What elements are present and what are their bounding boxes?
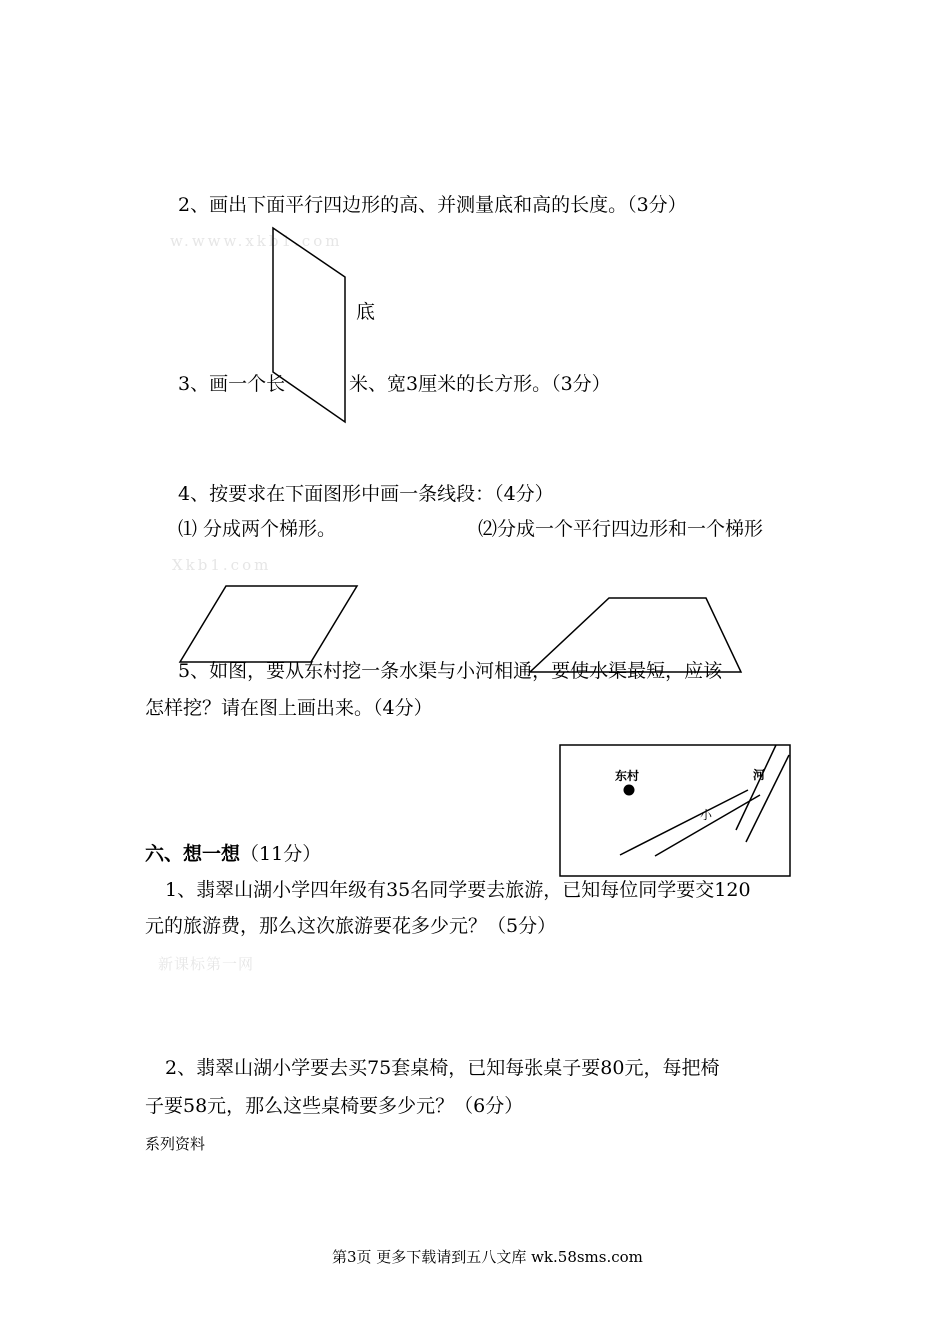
village-dot <box>624 785 635 796</box>
river-label: 河 <box>753 768 766 782</box>
question-4-text: 4、按要求在下面图形中画一条线段：（4分） <box>178 483 554 505</box>
q4-parallelogram <box>180 586 357 662</box>
section-6-q2-line-1: 2、翡翠山湖小学要去买75套桌椅，已知每张桌子要80元，每把椅 <box>165 1057 720 1079</box>
page-footer: 第3页 更多下载请到五八文库 wk.58sms.com <box>332 1248 643 1266</box>
question-3-text-right: 米、宽3厘米的长方形。（3分） <box>349 373 611 395</box>
series-note: 系列资料 <box>145 1135 206 1153</box>
watermark-1: w.www.xkb1.com <box>170 232 343 250</box>
village-label: 东村 <box>615 769 640 783</box>
question-5-line-1: 5、如图，要从东村挖一条水渠与小河相通，要使水渠最短，应该 <box>178 660 723 682</box>
question-5-line-2: 怎样挖？请在图上画出来。（4分） <box>145 697 433 719</box>
section-6-q2-line-2: 子要58元，那么这些桌椅要多少元？（6分） <box>145 1095 524 1117</box>
section-6-q1-line-2: 元的旅游费，那么这次旅游要花多少元？（5分） <box>145 915 557 937</box>
watermark-3: 新课标第一网 <box>158 955 255 973</box>
map-box <box>560 745 790 876</box>
section-6-heading-title: 六、想一想 <box>145 843 241 865</box>
section-6-q1-line-1: 1、翡翠山湖小学四年级有35名同学要去旅游，已知每位同学要交120 <box>165 879 751 901</box>
question-4-part-2: ⑵分成一个平行四边形和一个梯形 <box>478 518 764 540</box>
q4-trapezoid <box>530 598 741 672</box>
question-2-text: 2、画出下面平行四边形的高、并测量底和高的长度。（3分） <box>178 194 687 216</box>
question-4-part-1: ⑴ 分成两个梯形。 <box>178 518 337 540</box>
small-label: 小 <box>700 808 713 822</box>
watermark-2: Xkb1.com <box>172 556 272 574</box>
section-6-heading-score: （11分） <box>240 843 322 865</box>
q2-parallelogram <box>273 228 345 422</box>
base-label: 底 <box>356 301 376 323</box>
question-3-text-left: 3、画一个长 <box>178 373 286 395</box>
